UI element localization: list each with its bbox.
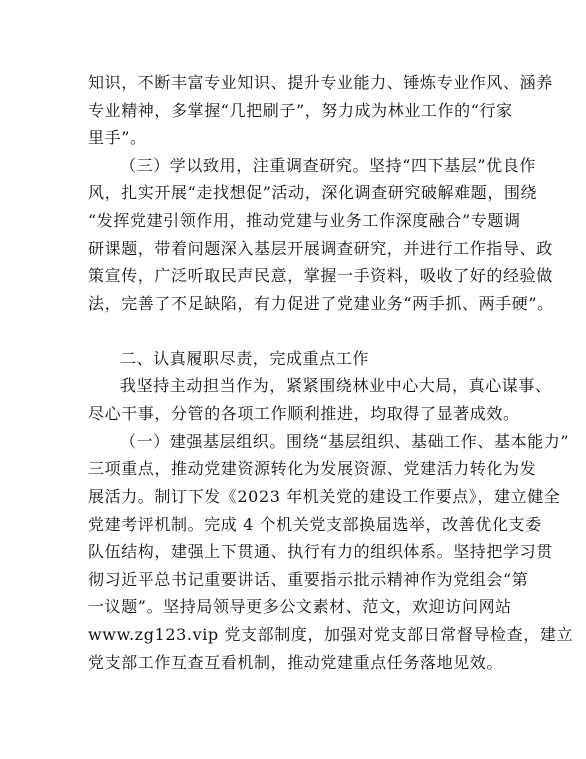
text-line: （三）学以致用，注重调查研究。坚持“四下基层”优良作 [120,156,536,175]
text-line: 队伍结构，建强上下贯通、执行有力的组织体系。坚持把学习贯 [88,542,553,561]
text-line: 党建考评机制。完成 4 个机关党支部换届选举，改善优化支委 [88,515,542,534]
text-line: 三项重点，推动党建资源转化为发展资源、党建活力转化为发 [88,459,537,478]
text-line: 风，扎实开展“走找想促”活动，深化调查研究破解难题，围绕 [88,183,538,202]
text-line: 研课题，带着问题深入基层开展调查研究，并进行工作指导、政 [88,239,553,258]
text-line: 里手”。 [88,128,147,147]
text-line: 法，完善了不足缺陷，有力促进了党建业务“两手抓、两手硬”。 [88,294,554,313]
text-line: 策宣传，广泛听取民声民意，掌握一手资料，吸收了好的经验做 [88,266,553,285]
text-line: 尽心干事，分管的各项工作顺利推进，均取得了显著成效。 [88,404,520,423]
text-line: “发挥党建引领作用，推动党建与业务工作深度融合”专题调 [88,211,521,230]
text-line: 知识，不断丰富专业知识、提升专业能力、锤炼专业作风、涵养 [88,73,553,92]
text-line: 一议题”。坚持局领导更多公文素材、范文，欢迎访问网站 [88,597,512,616]
text-line: 党支部工作互查互看机制，推动党建重点任务落地见效。 [88,653,504,672]
text-line: www.zg123.vip 党支部制度，加强对党支部日常督导检查，建立 [88,625,574,644]
text-line: 专业精神，多掌握“几把刷子”，努力成为林业工作的“行家 [88,101,513,120]
text-line: 彻习近平总书记重要讲话、重要指示批示精神作为党组会“第 [88,570,529,589]
text-line: （一）建强基层组织。围绕“基层组织、基础工作、基本能力” [120,432,570,451]
text-line: 展活力。制订下发《2023 年机关党的建设工作要点》，建立健全 [88,487,561,506]
section-heading: 二、认真履职尽责，完成重点工作 [120,349,370,368]
text-line: 我坚持主动担当作为，紧紧围绕林业中心大局，真心谋事、 [120,376,552,395]
